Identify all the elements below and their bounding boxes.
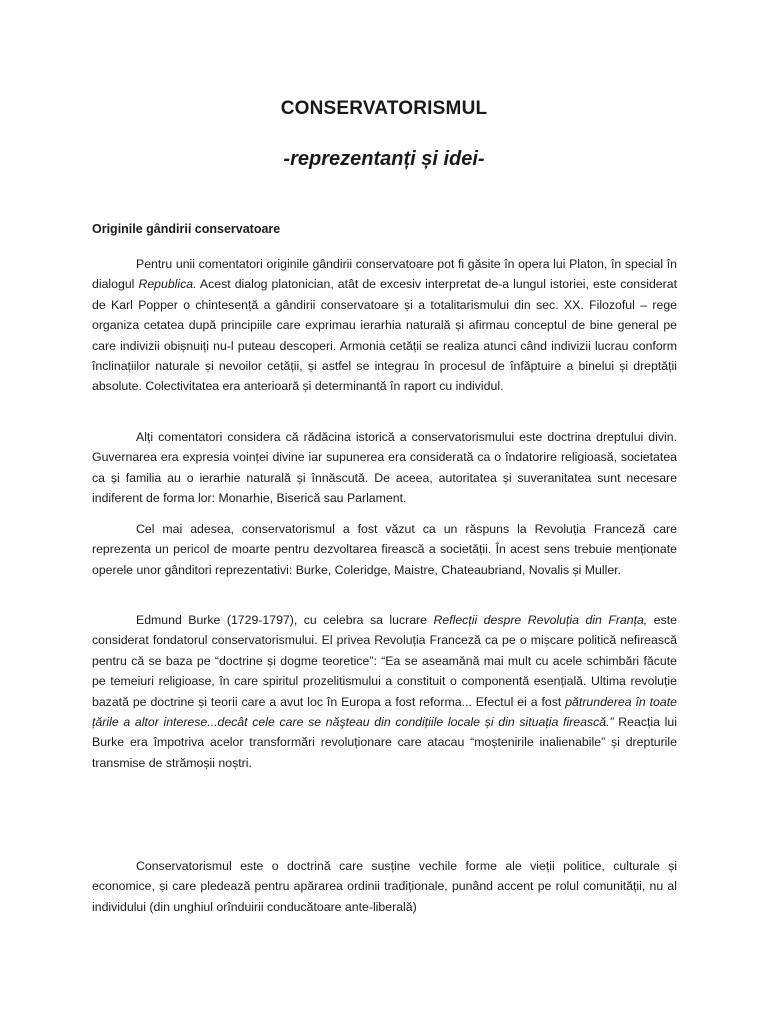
paragraph-platon	[92, 254, 677, 397]
work-title-republica: Republica.	[138, 277, 197, 292]
section-heading: Originile gândirii conservatoare	[92, 222, 281, 236]
paragraph-text: Edmund Burke (1729-1797), cu celebra sa lucrare	[136, 613, 434, 627]
document-title: CONSERVATORISMUL	[280, 98, 488, 119]
quote-italic: pătrunderea în toate țările a altor interese...decât cele care se năşteau din condițiile locale și din situația firească.”	[92, 694, 677, 730]
paragraph-text: este considerat fondatorul conservatorismului. El privea Revoluția Franceză ca pe o mișcare politică nefirească pentru că se baza pe “doctrine și dogme teoretice”: “Ea se aseamănă mai mult cu acele schimbări făcute pe temeiuri religioase, în care spiritul prozelitismului a constituit o componentă esențială. Ultima revoluție bazată pe doctrine și teorii care a avut loc în Europa a fost reforma... Efectul ei a fost	[92, 613, 677, 709]
paragraph-text: Acest dialog platonician, atât de excesiv interpretat de-a lungul istoriei, este considerat de Karl Popper o chintesență a gândirii conservatoare și a totalitarismului din sec. XX. Filozoful – rege organiza cetatea după principiile care exprimau ierarhia naturală și afirmau conceptul de bine general pe care indivizii obișnuiți nu-l puteau descoperi. Armonia cetății se realiza atunci când indivizii lucrau conform înclinațiilor naturale și nevoilor cetății, și astfel se integrau în procesul de înfăptuire a binelui și dreptății absolute. Colectivitatea era anterioară și determinantă în raport cu individul.	[92, 277, 677, 394]
paragraph-text: Conservatorismul este o doctrină care susține vechile forme ale vieții politice, culturale și economice, și care pledează pentru apărarea ordinii tradiționale, punând accent pe rolul comunității, nu al individului (din unghiul orînduirii conducătoare ante-liberală)	[92, 859, 677, 914]
paragraph-text: Alți comentatori considera că rădăcina istorică a conservatorismului este doctrina dreptului divin. Guvernarea era expresia voinței divine iar supunerea era considerată ca o îndatorire religioasă, societatea ca și familia au o ierarhie naturală și înnăscută. De aceea, autoritatea și suveranitatea sunt necesare indiferent de forma lor: Monarhie, Biserică sau Parlament.	[92, 430, 677, 506]
paragraph-text: Cel mai adesea, conservatorismul a fost văzut ca un răspuns la Revoluția Franceză care reprezenta un pericol de moarte pentru dezvoltarea firească a societății. În acest sens trebuie menționate operele unor gânditori reprezentativi: Burke, Coleridge, Maistre, Chateaubriand, Novalis și Muller.	[92, 522, 677, 577]
paragraph-definition	[92, 856, 677, 917]
paragraph-text: Pentru unii comentatori originile gândirii conservatoare pot fi găsite în opera lui Platon, în special în dialogul	[92, 257, 677, 292]
work-title-reflectii: Reflecții despre Revoluția din Franța,	[433, 613, 648, 627]
paragraph-divine-right	[92, 427, 677, 509]
paragraph-french-revolution	[92, 519, 677, 580]
document-subtitle: -reprezentanți și idei-	[283, 148, 485, 170]
paragraph-text: Reacția lui Burke era împotriva acelor transformări revoluționare care atacau “moștenirile inalienabile” și drepturile transmise de strămoșii noștri.	[92, 715, 677, 770]
paragraph-burke	[92, 610, 677, 773]
